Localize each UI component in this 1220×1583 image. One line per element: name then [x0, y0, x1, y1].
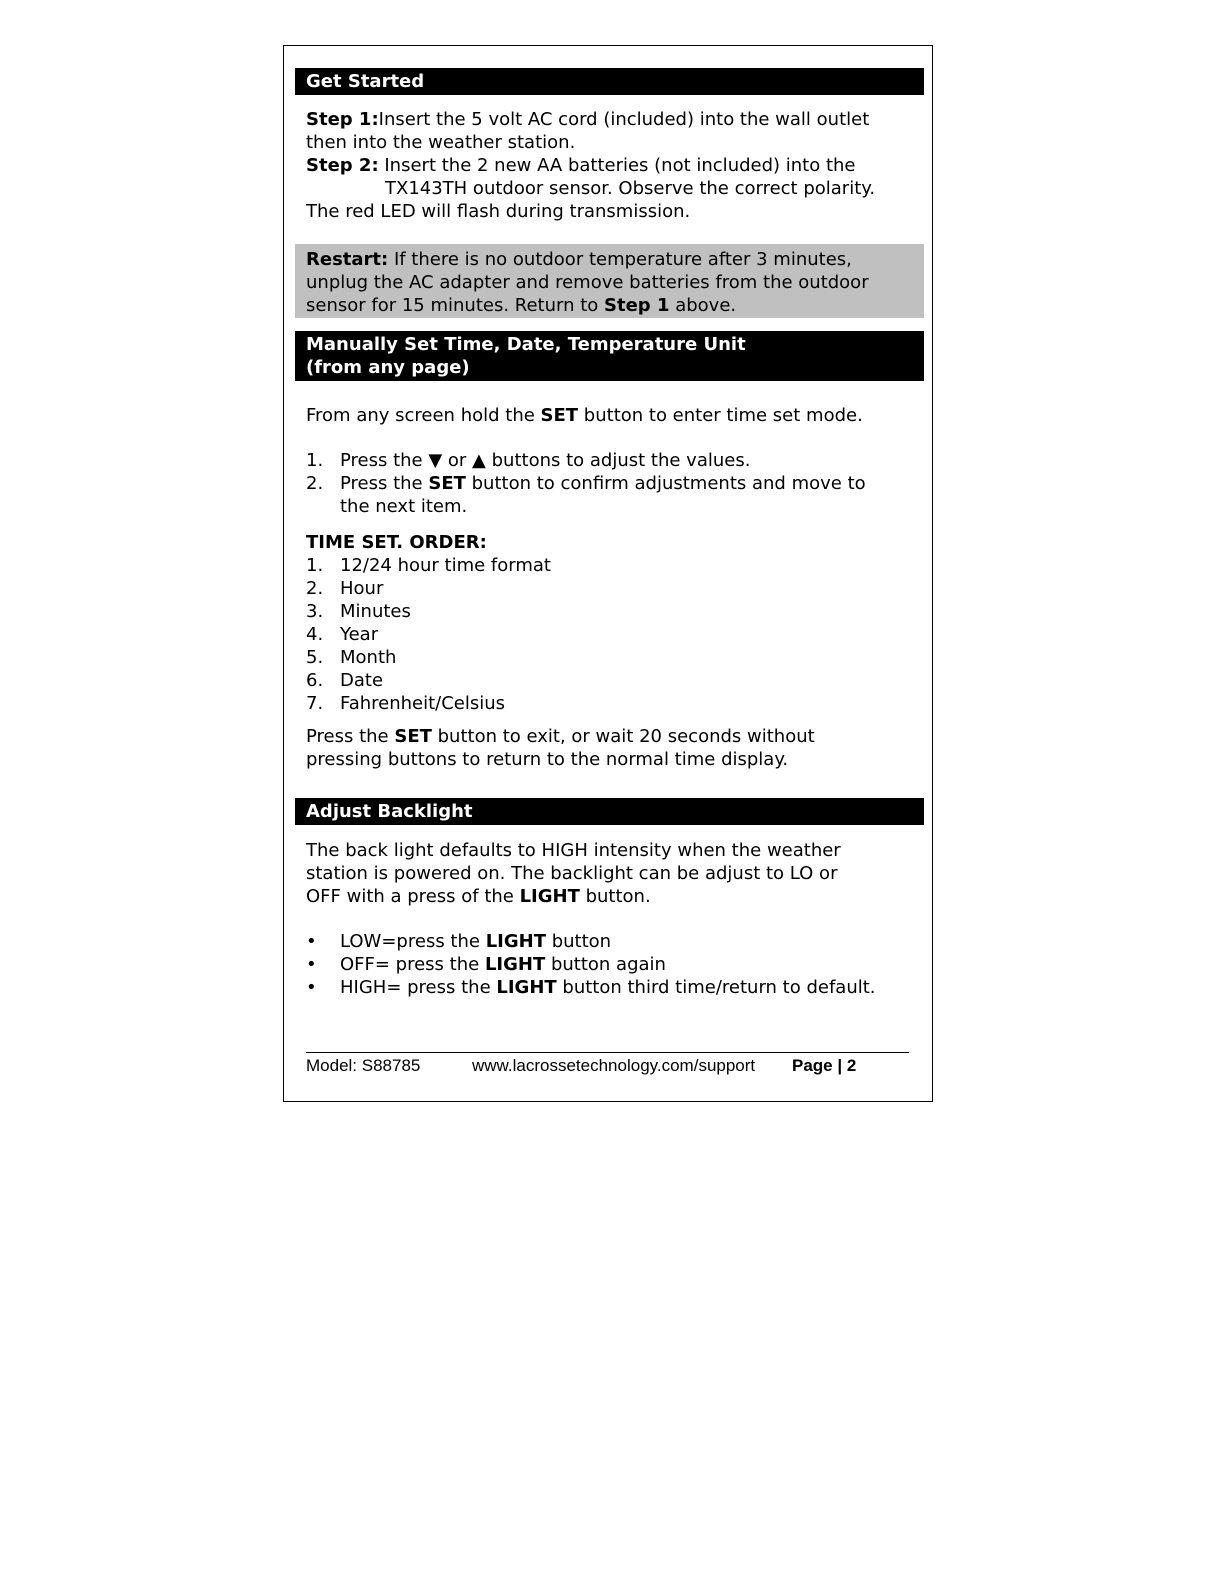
step2-text: Insert the 2 new AA batteries (not included) into the	[378, 155, 856, 176]
item-number: 7.	[306, 693, 324, 714]
step-number: 2.	[306, 473, 324, 494]
list-item	[306, 623, 916, 646]
restart-line1-text: If there is no outdoor temperature after 3 minutes,	[388, 249, 852, 270]
list-item	[306, 692, 916, 715]
backlight-line3-post: button.	[579, 886, 651, 907]
list-item	[306, 449, 916, 472]
footer-page-number: Page | 2	[792, 1056, 857, 1075]
manual-set-heading-line1: Manually Set Time, Date, Temperature Unit	[306, 334, 746, 355]
bullet-icon: •	[306, 954, 317, 975]
restart-label: Restart:	[306, 249, 389, 270]
list-item	[306, 554, 916, 577]
backlight-light-word: LIGHT	[519, 886, 580, 907]
backlight-options	[306, 930, 916, 999]
backlight-heading-text: Adjust Backlight	[306, 801, 473, 822]
restart-line3	[306, 294, 913, 317]
item-text: Year	[340, 624, 379, 645]
bullet-light-word: LIGHT	[485, 931, 546, 952]
list-item	[306, 976, 916, 999]
item-text: Hour	[340, 578, 384, 599]
restart-line3-pre: sensor for 15 minutes. Return to	[306, 295, 605, 316]
manual-set-heading-line2: (from any page)	[306, 357, 470, 378]
step-text-cont: the next item.	[340, 496, 468, 517]
restart-note	[295, 244, 924, 318]
manual-set-steps	[306, 449, 916, 518]
item-text: Month	[340, 647, 397, 668]
step2-line1	[306, 154, 916, 177]
manual-set-intro	[306, 404, 916, 427]
step2-label: Step 2:	[306, 155, 379, 176]
time-set-order-heading: TIME SET. ORDER:	[306, 532, 487, 553]
bullet-post: button	[545, 931, 612, 952]
intro-pre: From any screen hold the	[306, 405, 541, 426]
footer-divider	[306, 1052, 909, 1053]
led-note: The red LED will flash during transmission.	[306, 201, 691, 222]
manual-set-heading	[295, 331, 924, 381]
bullet-text	[340, 976, 876, 999]
backlight-description	[306, 839, 916, 908]
list-item	[306, 953, 916, 976]
step-set-word: SET	[428, 473, 466, 494]
item-text: 12/24 hour time format	[340, 555, 551, 576]
step1-line2: then into the weather station.	[306, 132, 576, 153]
item-number: 6.	[306, 670, 324, 691]
get-started-steps	[306, 108, 916, 223]
backlight-line3-pre: OFF with a press of the	[306, 886, 520, 907]
exit-line2: pressing buttons to return to the normal time display.	[306, 749, 789, 770]
bullet-pre: LOW=press the	[340, 931, 486, 952]
bullet-post: button third time/return to default.	[556, 977, 876, 998]
intro-set-word: SET	[540, 405, 579, 426]
footer-url: www.lacrossetechnology.com/support	[472, 1056, 756, 1075]
step2-line2: TX143TH outdoor sensor. Observe the correct polarity.	[385, 178, 876, 199]
time-set-order	[306, 531, 916, 715]
step1-label: Step 1:	[306, 109, 379, 130]
list-item	[306, 577, 916, 600]
manual-page	[283, 45, 933, 1102]
bullet-icon: •	[306, 977, 317, 998]
list-item-continuation	[306, 495, 916, 518]
item-number: 1.	[306, 555, 324, 576]
step-text	[340, 472, 866, 495]
bullet-pre: HIGH= press the	[340, 977, 497, 998]
exit-post: button to exit, or wait 20 seconds without	[431, 726, 815, 747]
step-text-post: button to confirm adjustments and move to	[465, 473, 866, 494]
bullet-light-word: LIGHT	[484, 954, 546, 975]
item-text: Date	[340, 670, 384, 691]
bullet-pre: OFF= press the	[340, 954, 485, 975]
restart-line1	[306, 248, 913, 271]
list-item	[306, 669, 916, 692]
restart-line2: unplug the AC adapter and remove batteries from the outdoor	[306, 272, 869, 293]
bullet-icon: •	[306, 931, 317, 952]
step-text: Press the ▼ or ▲ buttons to adjust the values.	[340, 450, 751, 471]
step1-text: Insert the 5 volt AC cord (included) into the wall outlet	[378, 109, 870, 130]
intro-post: button to enter time set mode.	[578, 405, 863, 426]
item-number: 4.	[306, 624, 324, 645]
restart-step1-ref: Step 1	[604, 295, 670, 316]
step-number: 1.	[306, 450, 324, 471]
backlight-heading	[295, 798, 924, 825]
footer-model: Model: S88785	[306, 1056, 421, 1075]
exit-set-word: SET	[394, 726, 432, 747]
bullet-text	[340, 953, 666, 976]
list-item	[306, 472, 916, 495]
list-item	[306, 600, 916, 623]
backlight-line2: station is powered on. The backlight can be adjust to LO or	[306, 863, 838, 884]
get-started-heading-text: Get Started	[306, 71, 425, 92]
bullet-light-word: LIGHT	[496, 977, 557, 998]
step-text-pre: Press the	[340, 473, 429, 494]
list-item	[306, 646, 916, 669]
bullet-text	[340, 930, 611, 953]
backlight-line1: The back light defaults to HIGH intensity when the weather	[306, 840, 841, 861]
item-number: 2.	[306, 578, 324, 599]
restart-line3-post: above.	[669, 295, 737, 316]
item-number: 3.	[306, 601, 324, 622]
get-started-heading	[295, 68, 924, 95]
exit-instructions	[306, 725, 916, 771]
item-text: Minutes	[340, 601, 411, 622]
item-number: 5.	[306, 647, 324, 668]
exit-pre: Press the	[306, 726, 395, 747]
item-text: Fahrenheit/Celsius	[340, 693, 506, 714]
list-item	[306, 930, 916, 953]
step1-line1	[306, 108, 916, 131]
bullet-post: button again	[545, 954, 666, 975]
